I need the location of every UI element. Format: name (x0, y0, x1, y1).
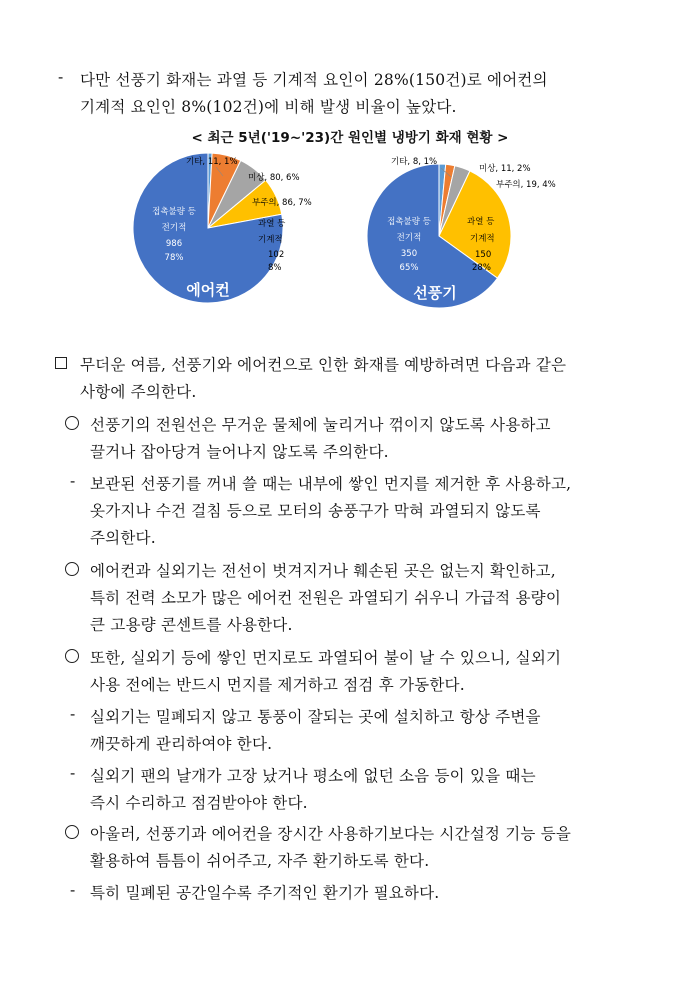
fan-label-elec-3: 350 (400, 249, 418, 259)
dash-marker: - (70, 472, 76, 490)
aircon-label-unknown: 미상, 80, 6% (248, 173, 300, 183)
item-4-line-1: 아울러, 선풍기과 에어컨을 장시간 사용하기보다는 시간설정 기능 등을 (90, 825, 572, 843)
aircon-label-mech-1: 과열 등 (258, 219, 286, 229)
item-4-line-2: 활용하여 틈틈이 쉬어주고, 자주 환기하도록 한다. (90, 852, 430, 870)
sub-1-line-1: 보관된 선풍기를 꺼내 쓸 때는 내부에 쌓인 먼지를 제거한 후 사용하고, (90, 475, 572, 493)
aircon-label-mech-3: 102 (268, 250, 285, 260)
circle-marker (65, 825, 79, 839)
aircon-label-elec-4: 78% (164, 253, 184, 263)
aircon-label-elec-3: 986 (165, 239, 183, 249)
intro-line-1: 다만 선풍기 화재는 과열 등 기계적 요인이 28%(150건)로 에어컨의 (80, 71, 548, 89)
sub-2-line-2: 깨끗하게 관리하여야 한다. (90, 735, 273, 753)
item-2-line-2: 특히 전력 소모가 많은 에어컨 전원은 과열되기 쉬우니 가급적 용량이 (90, 589, 561, 607)
aircon-label-elec-1: 접촉불량 등 (152, 207, 196, 217)
item-2-line-1: 에어컨과 실외기는 전선이 벗겨지거나 훼손된 곳은 없는지 확인하고, (90, 562, 556, 580)
fan-label-etc: 기타, 8, 1% (391, 157, 438, 167)
sub-1-line-3: 주의한다. (90, 529, 156, 547)
aircon-label-mech-4: 8% (268, 263, 282, 273)
item-3-line-2: 사용 전에는 반드시 먼지를 제거하고 점검 후 가동한다. (90, 676, 465, 694)
fan-pie-chart (371, 148, 556, 313)
sub-4-line-1: 특히 밀폐된 공간일수록 주기적인 환기가 필요하다. (90, 884, 440, 902)
aircon-label-etc: 기타, 11, 1% (186, 157, 238, 167)
section-line-2: 사항에 주의한다. (80, 383, 197, 401)
fan-label-mech-3: 150 (475, 250, 492, 260)
fan-label-mech-1: 과열 등 (467, 217, 495, 227)
aircon-label-mech-2: 기계적 (258, 235, 283, 245)
item-1-line-1: 선풍기의 전원선은 무거운 물체에 눌리거나 꺾이지 않도록 사용하고 (90, 416, 551, 434)
circle-marker (65, 649, 79, 663)
fan-label-elec-1: 접촉불량 등 (387, 217, 431, 227)
dash-marker: - (70, 764, 76, 782)
aircon-label-careless: 부주의, 86, 7% (252, 198, 312, 208)
aircon-label-elec-2: 전기적 (161, 223, 187, 233)
fan-label-elec-4: 65% (399, 263, 419, 273)
section-box-marker (55, 357, 67, 369)
section-line-1: 무더운 여름, 선풍기와 에어컨으로 인한 화재를 예방하려면 다음과 같은 (80, 356, 567, 374)
circle-marker (65, 416, 79, 430)
intro-line-2: 기계적 요인인 8%(102건)에 비해 발생 비율이 높았다. (80, 98, 457, 116)
circle-marker (65, 562, 79, 576)
fan-label-unknown: 미상, 11, 2% (479, 164, 531, 174)
sub-3-line-1: 실외기 팬의 날개가 고장 났거나 평소에 없던 소음 등이 있을 때는 (90, 767, 536, 785)
item-2-line-3: 큰 고용량 콘센트를 사용한다. (90, 616, 293, 634)
item-3-line-1: 또한, 실외기 등에 쌓인 먼지로도 과열되어 불이 날 수 있으니, 실외기 (90, 649, 562, 667)
dash-marker: - (70, 881, 76, 899)
dash-marker: - (70, 705, 76, 723)
item-1-line-2: 끌거나 잡아당겨 늘어나지 않도록 주의한다. (90, 443, 389, 461)
aircon-pie-title: 에어컨 (186, 281, 230, 299)
fan-pie-title: 선풍기 (413, 284, 457, 302)
fan-label-mech-2: 기계적 (470, 234, 495, 244)
fan-label-elec-2: 전기적 (396, 233, 422, 243)
chart-title: < 최근 5년('19~'23)간 원인별 냉방기 화재 현황 > (191, 130, 509, 146)
fan-label-mech-4: 28% (472, 263, 491, 273)
sub-3-line-2: 즉시 수리하고 점검받아야 한다. (90, 794, 308, 812)
sub-1-line-2: 옷가지나 수건 걸침 등으로 모터의 송풍구가 막혀 과열되지 않도록 (90, 502, 541, 520)
fan-label-careless: 부주의, 19, 4% (496, 180, 556, 190)
sub-2-line-1: 실외기는 밀폐되지 않고 통풍이 잘되는 곳에 설치하고 항상 주변을 (90, 708, 541, 726)
intro-bullet: - (58, 68, 64, 86)
aircon-pie-chart (130, 148, 312, 313)
